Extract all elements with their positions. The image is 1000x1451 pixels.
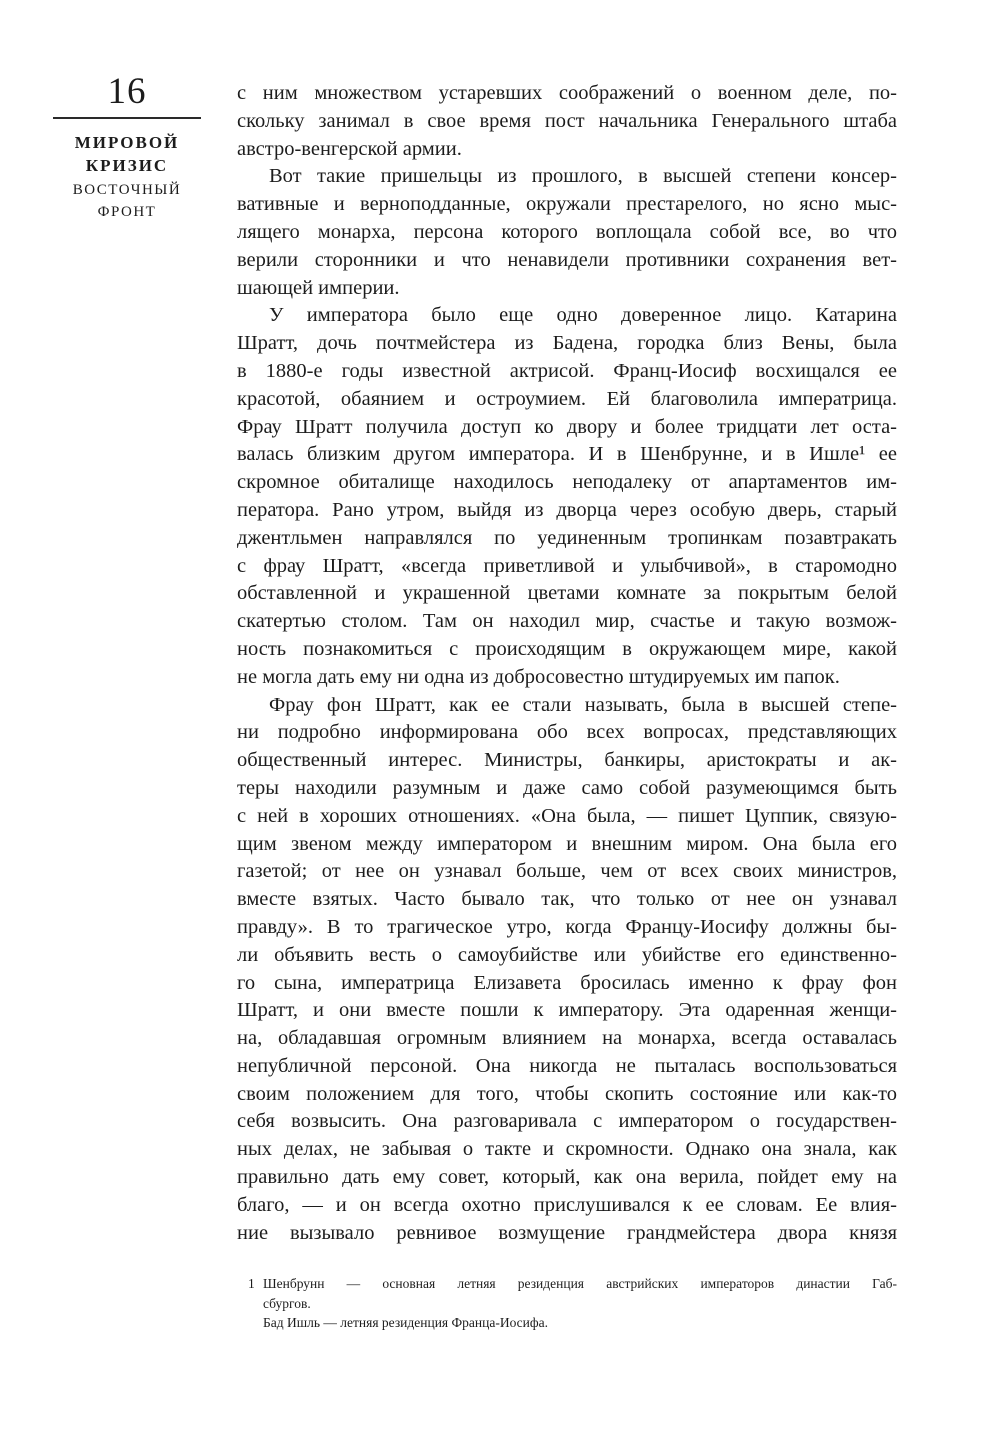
text-line: вативные и верноподданные, окружали престарелого, но ясно мыс-	[237, 193, 897, 216]
text-line: скольку занимал в свое время пост начальника Генерального штаба	[237, 109, 897, 132]
section-title-line2: ФРОНТ	[97, 204, 157, 220]
footnote-lines	[263, 1274, 897, 1333]
text-line: ных делах, не забывая о такте и скромности. Однако она знала, как	[237, 1138, 897, 1161]
text-line: верили сторонники и что ненавидели противники сохранения вет-	[237, 248, 897, 271]
text-line: У императора было еще одно доверенное лицо. Катарина	[269, 304, 897, 327]
text-line: ли объявить весть о самоубийстве или убийстве его единственно-	[237, 943, 897, 966]
page-number: 16	[107, 71, 147, 112]
text-line: благо, — и он всегда охотно прислушивался к ее словам. Ее влия-	[237, 1193, 897, 1216]
footnote-line: Бад Ишль — летняя резиденция Франца-Иосифа.	[263, 1315, 549, 1330]
text-line: валась близким другом императора. И в Шенбрунне, и в Ишле¹ ее	[237, 443, 897, 466]
text-line: Шратт, и они вместе пошли к императору. Эта одаренная женщи-	[237, 999, 897, 1022]
text-line: ператора. Рано утром, выйдя из дворца через особую дверь, старый	[237, 498, 897, 521]
text-line: в 1880-е годы известной актрисой. Франц-Иосиф восхищался ее	[237, 359, 897, 382]
section-title-line1: ВОСТОЧНЫЙ	[72, 182, 182, 198]
text-line: скатертью столом. Там он находил мир, счастье и такую возмож-	[237, 610, 897, 633]
text-line: газетой; от нее он узнавал больше, чем от всех своих министров,	[237, 860, 897, 883]
footnote-line: Шенбрунн — основная летняя резиденция австрийских императоров династии Габ-	[263, 1276, 897, 1291]
text-line: Фрау фон Шратт, как ее стали называть, была в высшей степе-	[269, 693, 897, 716]
text-line: ни подробно информирована обо всех вопросах, представляющих	[237, 721, 897, 744]
text-line: австро-венгерской армии.	[237, 137, 462, 160]
paragraphs	[237, 80, 897, 1247]
footnote-marker: 1	[248, 1276, 255, 1291]
text-line: го сына, императрица Елизавета бросилась именно к фрау фон	[237, 971, 897, 994]
text-line: теры находили разумным и даже само собой разумеющимся быть	[237, 776, 897, 799]
text-line: не могла дать ему ни одна из добросовестно штудируемых им папок.	[237, 665, 840, 688]
text-line: Шратт, дочь почтмейстера из Бадена, городка близ Вены, была	[237, 332, 897, 355]
text-line: непубличной персоной. Она никогда не пыталась воспользоваться	[237, 1054, 897, 1077]
text-line: с фрау Шратт, «всегда приветливой и улыбчивой», в старомодно	[237, 554, 897, 577]
text-line: джентльмен направлялся по уединенным тропинкам позавтракать	[237, 526, 897, 549]
footnote-line: сбургов.	[263, 1295, 311, 1311]
footnote	[237, 1274, 897, 1333]
text-line: Вот такие пришельцы из прошлого, в высшей степени консер-	[269, 165, 897, 188]
book-title	[53, 131, 201, 177]
text-line: на, обладавшая огромным влиянием на монарха, всегда оставалась	[237, 1027, 897, 1050]
text-line: Фрау Шратт получила доступ ко двору и более тридцати лет оста-	[237, 415, 897, 438]
text-line: щим звеном между императором и внешним миром. Она была его	[237, 832, 897, 855]
paragraph	[237, 163, 897, 302]
paragraph	[237, 80, 897, 163]
section-title	[53, 179, 201, 223]
divider-rule	[53, 117, 201, 119]
text-line: красотой, обаянием и остроумием. Ей благоволила императрица.	[237, 387, 897, 410]
text-line: вместе взятых. Часто бывало так, что только от нее он узнавал	[237, 888, 897, 911]
text-line: ние вызывало ревнивое возмущение грандмейстера двора князя	[237, 1221, 897, 1244]
text-line: правильно дать ему совет, который, как она верила, пойдет ему на	[237, 1166, 897, 1189]
text-line: своим положением для того, чтобы скопить состояние или как-то	[237, 1082, 897, 1105]
text-line: шающей империи.	[237, 276, 400, 299]
text-line: правду». В то трагическое утро, когда Францу-Иосифу должны бы-	[237, 915, 897, 938]
book-title-line2: КРИЗИС	[85, 156, 169, 175]
text-line: лящего монарха, персона которого воплощала собой все, во что	[237, 220, 897, 243]
text-line: обставленной и украшенной цветами комнате за покрытым белой	[237, 582, 897, 605]
text-line: скромное обиталище находилось неподалеку от апартаментов им-	[237, 471, 897, 494]
paragraph	[237, 692, 897, 1248]
text-line: с ней в хороших отношениях. «Она была, — пишет Цуппик, связую-	[237, 804, 897, 827]
text-line: с ним множеством устаревших соображений о военном деле, по-	[237, 82, 897, 104]
text-line: общественный интерес. Министры, банкиры, аристократы и ак-	[237, 749, 897, 772]
text-line: себя возвысить. Она разговаривала с императором о государствен-	[237, 1110, 897, 1133]
text-line: ность познакомиться с происходящим в окружающем мире, какой	[237, 637, 897, 660]
page-margin-column	[53, 72, 201, 223]
book-title-line1: МИРОВОЙ	[74, 133, 180, 152]
body-text-column	[237, 80, 897, 1330]
paragraph	[237, 302, 897, 691]
